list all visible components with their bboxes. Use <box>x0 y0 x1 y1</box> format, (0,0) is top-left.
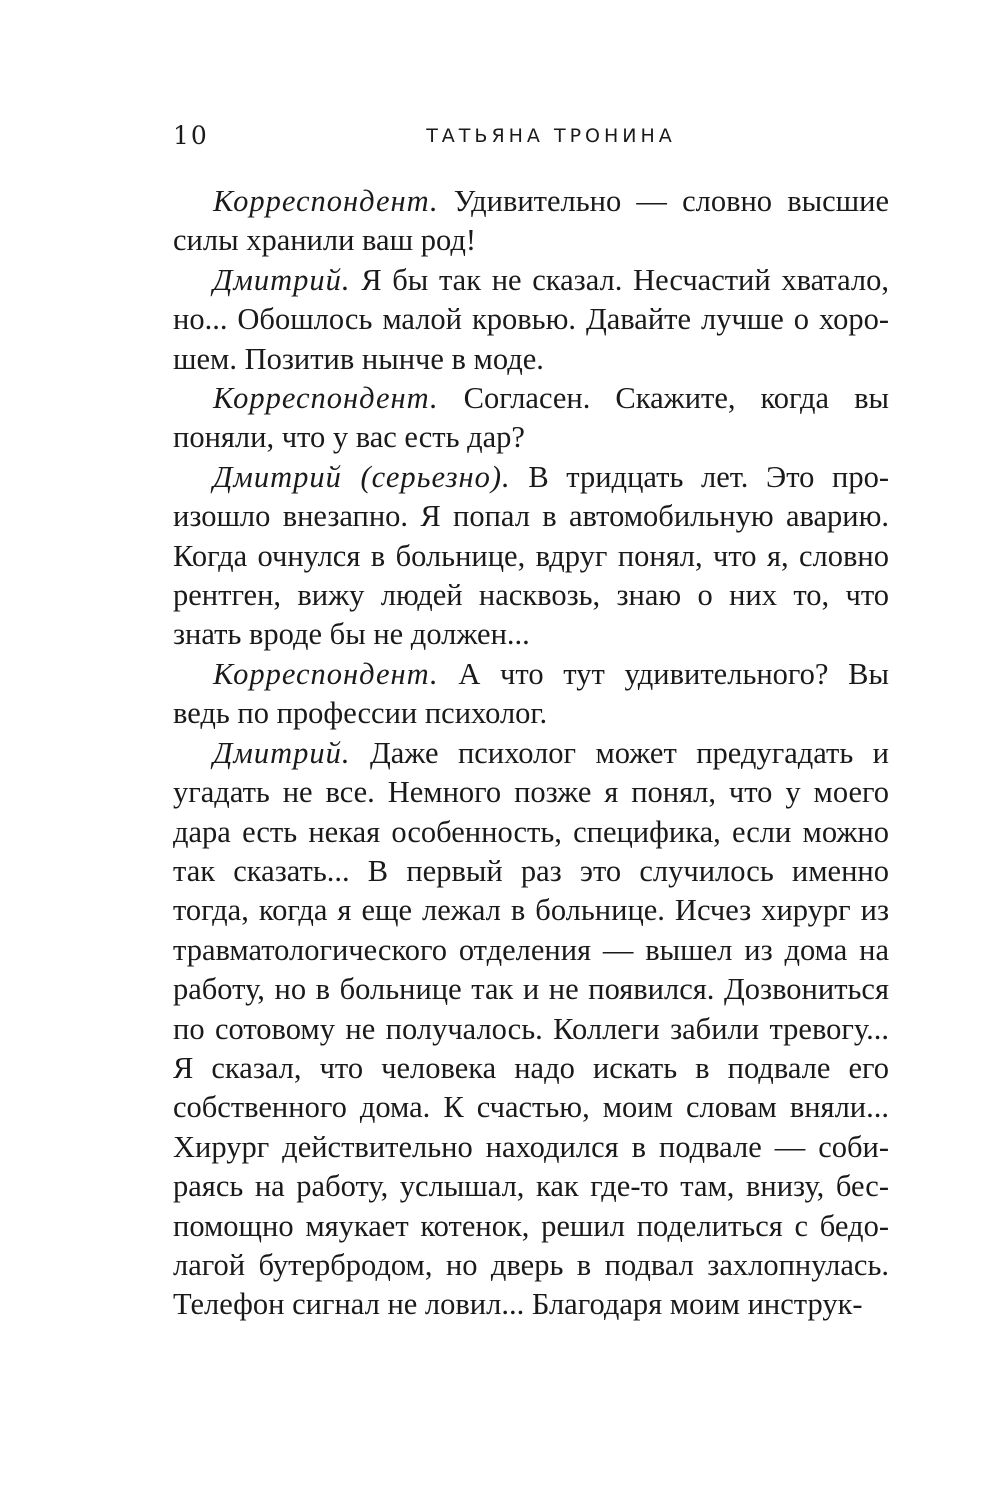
speaker-name: Корреспондент. <box>213 656 439 691</box>
paragraph <box>173 379 889 458</box>
paragraph <box>173 458 889 655</box>
speaker-name: Дмитрий. <box>213 262 351 297</box>
speaker-name: Корреспондент. <box>213 184 439 218</box>
speaker-name: Дмитрий. <box>213 735 351 770</box>
paragraph <box>173 655 889 734</box>
paragraph-text: А что тут удивительного? Вы ведь по профессии психолог. <box>173 656 889 731</box>
paragraph-text: Согласен. Скажите, когда вы поняли, что у вас есть дар? <box>173 381 889 455</box>
paragraph-text: Я бы так не сказал. Несчастий хватало, но... Обошлось малой кровью. Давайте лучше о хорошем. Позитив нынче в моде. <box>173 262 889 376</box>
speaker-name: Корреспондент. <box>213 381 439 416</box>
paragraph <box>173 734 889 1325</box>
body-text <box>173 182 889 1325</box>
paragraph-text: Удивительно — словно высшие силы хранили ваш род! <box>173 184 889 258</box>
page-number: 10 <box>173 121 209 150</box>
paragraph <box>173 182 889 261</box>
speaker-name: Дмитрий (серьезно). <box>213 459 511 494</box>
running-head <box>173 118 889 154</box>
paragraph-text: В тридцать лет. Это произошло внезапно. Я попал в автомобильную аварию. Когда очнулся в больнице, вдруг понял, что я, словно рентген, вижу людей насквозь, знаю о них то, что знать вроде бы не должен... <box>173 459 889 652</box>
paragraph <box>173 261 889 379</box>
paragraph-text: Даже психолог может предугадать и угадать не все. Немного позже я понял, что у моего дара есть некая особенность, специфика, если можно так сказать... В первый раз это случилось именно тогда, когда я еще лежал в больнице. Исчез хирург из травматологического отделения — вышел из дома на работу, но в больнице так и не появился. Дозвониться по сотовому не получалось. Коллеги забили тревогу... Я сказал, что человека надо искать в подвале его собственного дома. К счастью, моим словам вняли... Хирург действительно находился в подвале — собираясь на работу, услышал, как где-то там, внизу, беспомощно мяукает котенок, решил поделиться с бедолагой бутербродом, но дверь в подвал захлопнулась. Телефон сигнал не ловил... Благодаря моим инструк- <box>173 735 889 1322</box>
running-head-author: ТАТЬЯНА ТРОНИНА <box>426 125 676 147</box>
